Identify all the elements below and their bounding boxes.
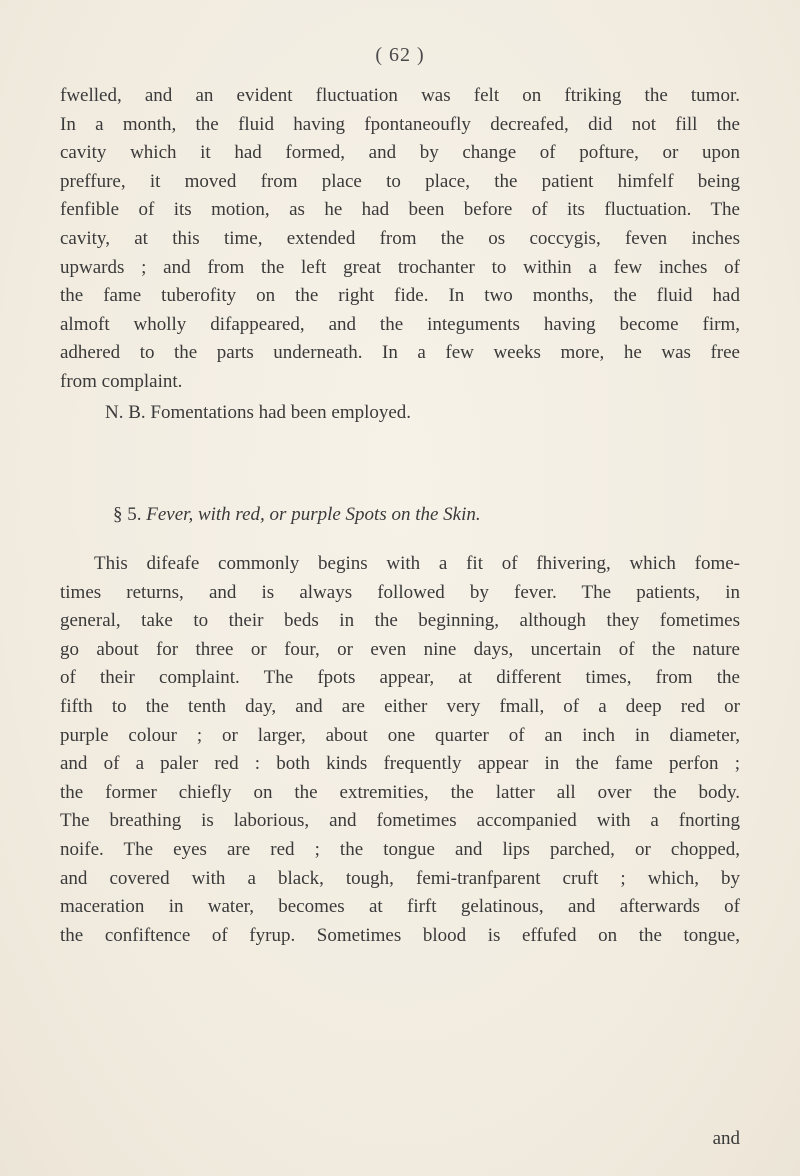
paragraph-2-line: and of a paler red : both kinds frequently appear in the fame perfon ; — [60, 753, 740, 775]
page-number: ( 62 ) — [375, 44, 425, 66]
paragraph-2-line: the confiftence of fyrup. Sometimes blood is effufed on the tongue, — [60, 924, 740, 946]
paragraph-2 — [60, 550, 740, 950]
paragraph-2-line: the former chiefly on the extremities, the latter all over the body. — [60, 781, 740, 803]
paragraph-1-line: cavity, at this time, extended from the os coccygis, feven inches — [60, 227, 740, 249]
paragraph-1-line: In a month, the fluid having fpontaneoufly decreafed, did not fill the — [60, 113, 740, 135]
paragraph-2-line: fifth to the tenth day, and are either very fmall, of a deep red or — [60, 695, 740, 717]
paragraph-2-line: purple colour ; or larger, about one quarter of an inch in diameter, — [60, 724, 740, 746]
paragraph-1-line: almoft wholly difappeared, and the integuments having become firm, — [60, 313, 740, 335]
section-heading — [113, 501, 481, 530]
paragraph-2-line: The breathing is laborious, and fometimes accompanied with a fnorting — [60, 810, 740, 832]
paragraph-2-line: This difeafe commonly begins with a fit of fhivering, which fome- — [94, 553, 740, 574]
paragraph-2-line: noife. The eyes are red ; the tongue and lips parched, or chopped, — [60, 838, 740, 860]
note-paragraph: N. B. Fomentations had been employed. — [105, 402, 412, 423]
section-symbol: § 5. — [113, 504, 142, 525]
paragraph-1 — [60, 82, 740, 397]
paragraph-2-line: general, take to their beds in the beginning, although they fometimes — [60, 610, 740, 632]
paragraph-2-line: maceration in water, becomes at firft gelatinous, and afterwards of — [60, 896, 740, 918]
paragraph-1-line: preffure, it moved from place to place, the patient himfelf being — [60, 170, 740, 192]
paragraph-1-line: fenfible of its motion, as he had been before of its fluctuation. The — [60, 199, 740, 221]
paragraph-2-line: of their complaint. The fpots appear, at different times, from the — [60, 667, 740, 689]
paragraph-1-line: fwelled, and an evident fluctuation was felt on ftriking the tumor. — [60, 85, 740, 106]
paragraph-2-line: and covered with a black, tough, femi-tranfparent cruft ; which, by — [60, 867, 740, 889]
paragraph-2-line: go about for three or four, or even nine days, uncertain of the nature — [60, 638, 740, 660]
section-title: Fever, with red, or purple Spots on the Skin. — [146, 504, 481, 525]
paragraph-1-line: the fame tuberofity on the right fide. In two months, the fluid had — [60, 285, 740, 307]
paragraph-2-line: times returns, and is always followed by fever. The patients, in — [60, 581, 740, 603]
paragraph-1-line: from complaint. — [60, 370, 183, 392]
catchword: and — [712, 1128, 740, 1149]
paragraph-1-line: upwards ; and from the left great trochanter to within a few inches of — [60, 256, 740, 278]
paragraph-1-line: cavity which it had formed, and by change of pofture, or upon — [60, 142, 740, 164]
paragraph-1-line: adhered to the parts underneath. In a few weeks more, he was free — [60, 342, 740, 364]
